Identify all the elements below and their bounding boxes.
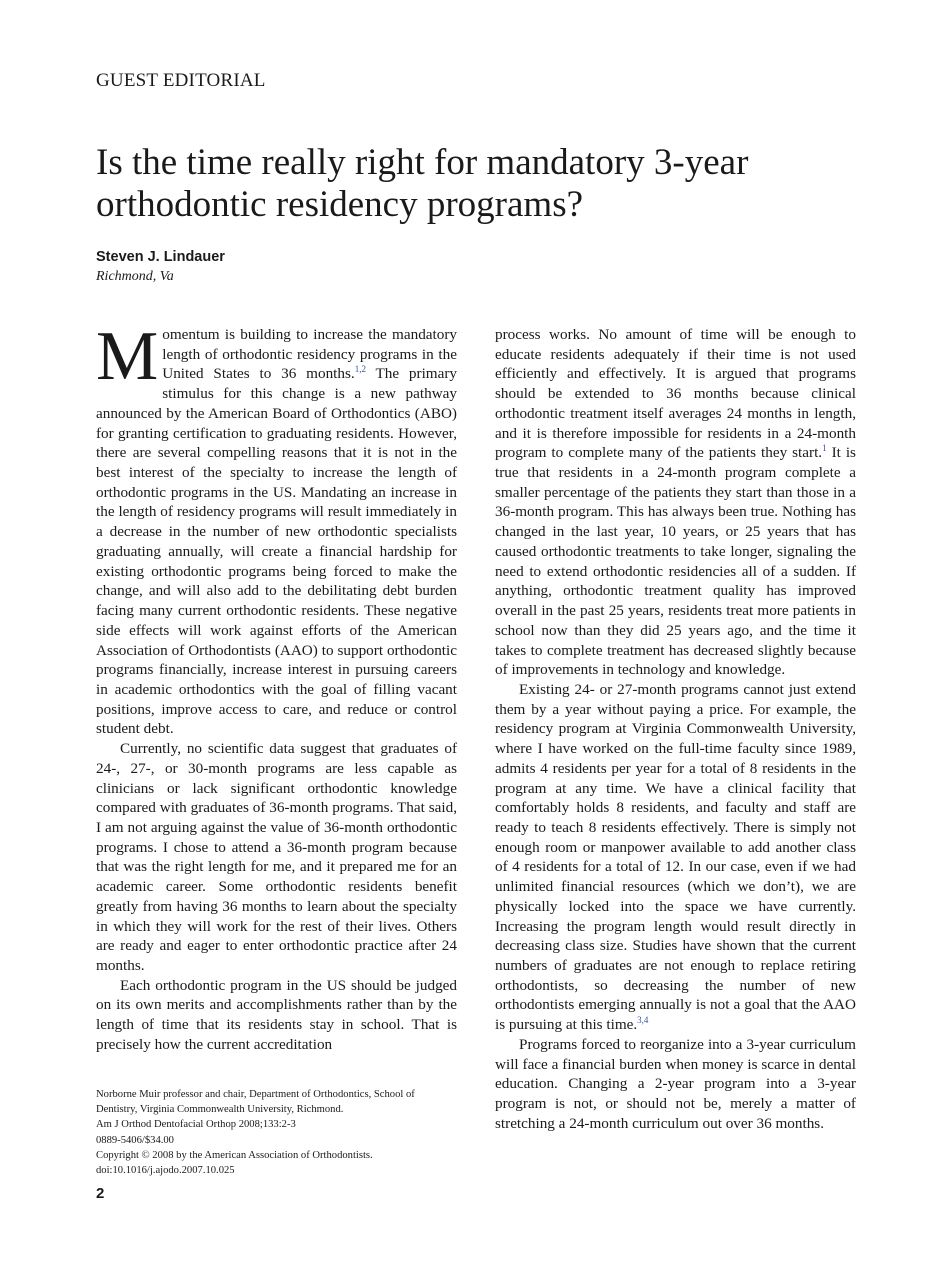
body-column-right	[495, 325, 856, 1133]
article-title-line-2: orthodontic residency programs?	[96, 184, 584, 225]
paragraph-1-text-a: omentum is building to increase the mandatory length of orthodontic residency programs in the United States to 36 months.	[162, 326, 457, 383]
paragraph-4-text: Existing 24- or 27-month programs cannot just extend them by a year without paying a price. For example, the residency program at Virginia Commonwealth University, where I have worked on the full-time faculty since 1989, admits 4 residents per year for a total of 8 residents in the program at any time. We have a clinical facility that comfortably holds 8 residents, and faculty and staff are ready to teach 8 residents effectively. There is simply not enough room or manpower available to add another class of 4 residents for a total of 12. In our case, even if we had unlimited financial resources (which we don’t), we are physically locked into the space we have currently. Increasing the program length would result directly in decreasing class size. Studies have shown that the current numbers of graduates are not enough to replace retiring orthodontists, so decreasing the number of new orthodontists emerging annually is not a goal that the AAO is pursuing at this time.	[495, 680, 856, 1034]
paragraph-1-text-b: The primary stimulus for this change is a new pathway announced by the American Board of Orthodontics (ABO) for granting certification to graduating residents. However, there are several compelling reasons that it is not in the best interest of the specialty to increase the length of orthodontic programs in the US. Mandating an increase in the length of residency programs will result immediately in a decrease in the number of new orthodontic specialists graduating annually, will create a financial hardship for existing orthodontic programs being forced to make the change, and will also add to the debilitating debt burden facing many current orthodontic residents. These negative side effects will work against efforts of the American Association of Orthodontists (AAO) to support orthodontic programs financially, increase interest in pursuing careers in academic orthodontics with the goal of filling vacant positions, improve access to care, and reduce or control student debt.	[96, 365, 457, 738]
paragraph-2: Currently, no scientific data suggest that graduates of 24-, 27-, or 30-month programs are less capable as clinicians or lack significant orthodontic knowledge compared with graduates of 36-month programs. That said, I am not arguing against the value of 36-month orthodontic programs. I chose to attend a 36-month program because that was the right length for me, and it prepared me for an academic career. Some orthodontic residents benefit greatly from having 36 months to learn about the specialty in which they will work for the rest of their lives. Others are ready and eager to enter orthodontic practice after 24 months.	[96, 740, 457, 974]
page-number: 2	[96, 1185, 105, 1202]
citation-ref[interactable]: 1	[822, 443, 827, 454]
paragraph-1	[96, 318, 457, 739]
footnote-line: 0889-5406/$34.00	[96, 1134, 174, 1146]
section-label: GUEST EDITORIAL	[96, 70, 266, 91]
paragraph-5: Programs forced to reorganize into a 3-year curriculum will face a financial burden when money is scarce in dental education. Changing a 2-year program into a 3-year program is not, or should not be, merely a matter of stretching a 24-month curriculum out over 36 months.	[495, 1035, 856, 1132]
footnote-line: Copyright © 2008 by the American Association of Orthodontists.	[96, 1149, 373, 1161]
article-title	[96, 142, 876, 226]
footnote-line: doi:10.1016/j.ajodo.2007.10.025	[96, 1165, 235, 1177]
paragraph-4	[495, 680, 856, 1035]
drop-cap: M	[96, 318, 159, 395]
paragraph-3-continued-text-a: process works. No amount of time will be enough to educate residents adequately if their time is not used efficiently and effectively. It is argued that programs should be extended to 36 months because clinical orthodontic treatment itself averages 24 months in length, and it is therefore impossible for residents in a 24-month program to complete many of the patients they start.	[495, 326, 856, 462]
body-column-left	[96, 318, 457, 1055]
citation-ref[interactable]: 1,2	[354, 364, 366, 375]
footnote-line: Am J Orthod Dentofacial Orthop 2008;133:2-3	[96, 1119, 296, 1131]
author-name: Steven J. Lindauer	[96, 249, 225, 265]
footnote	[96, 1087, 461, 1178]
citation-ref[interactable]: 3,4	[637, 1015, 649, 1026]
paragraph-3-continued-text-b: It is true that residents in a 24-month program complete a smaller percentage of the patients they start than those in a 36-month program. This has always been true. Nothing has changed in the last year, 10 years, or 25 years that has caused orthodontic treatments to take longer, signaling the need to extend orthodontic residencies all of a sudden. If anything, orthodontic treatment quality has improved overall in the past 25 years, residents treat more patients in school now than they did 25 years ago, and the time it takes to complete treatment has decreased slightly because of improvements in technology and knowledge.	[495, 444, 856, 679]
paragraph-3-continued	[495, 325, 856, 680]
footnote-line: Dentistry, Virginia Commonwealth University, Richmond.	[96, 1104, 344, 1116]
paragraph-3: Each orthodontic program in the US should be judged on its own merits and accomplishments rather than by the length of time that its residents stay in school. That is precisely how the current accreditation	[96, 976, 457, 1053]
article-title-line-1: Is the time really right for mandatory 3-year	[96, 142, 749, 183]
author-affiliation: Richmond, Va	[96, 269, 174, 284]
footnote-line: Norborne Muir professor and chair, Department of Orthodontics, School of	[96, 1089, 415, 1100]
